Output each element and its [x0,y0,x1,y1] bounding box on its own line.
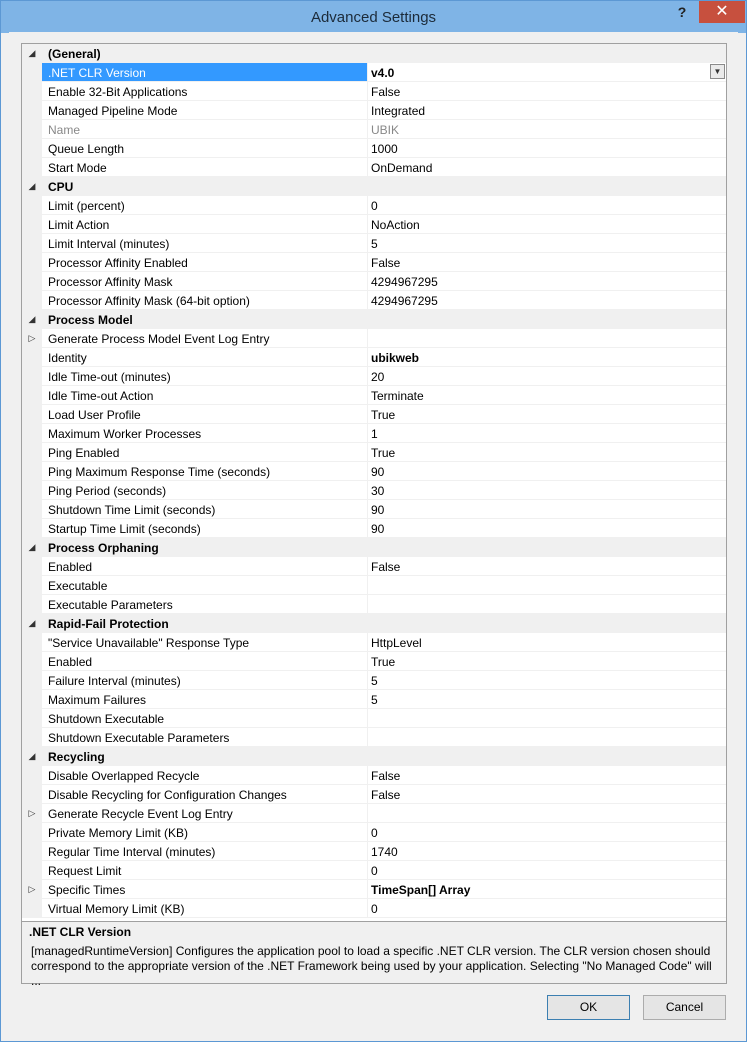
column-divider[interactable] [367,329,368,348]
property-name: Ping Enabled [48,446,120,460]
property-row[interactable] [22,709,726,728]
dialog-title: Advanced Settings [310,9,437,26]
column-divider[interactable] [367,709,368,728]
description-panel [21,921,727,988]
column-divider[interactable] [367,63,368,82]
property-name: Enabled [48,655,93,669]
property-value[interactable]: 0 [371,199,378,213]
property-name: Enabled [48,560,93,574]
property-row[interactable] [22,557,726,576]
column-divider[interactable] [367,633,368,652]
property-value[interactable]: False [371,256,401,270]
row-margin [22,367,42,386]
property-row[interactable] [22,158,726,177]
property-name: Disable Recycling for Configuration Changes [48,788,287,802]
collapse-arrow-icon[interactable]: ◢ [28,48,36,58]
category-row[interactable] [22,44,726,63]
property-row[interactable] [22,671,726,690]
property-name: Identity [48,351,87,365]
property-value[interactable]: ubikweb [371,351,420,365]
property-name: Virtual Memory Limit (KB) [48,902,185,916]
column-divider[interactable] [367,652,368,671]
column-divider[interactable] [367,215,368,234]
column-divider[interactable] [367,139,368,158]
row-margin [22,576,42,595]
category-label: CPU [48,180,74,194]
description-text: [managedRuntimeVersion] Configures the application pool to load a specific .NET CLR version. The CLR version chosen should correspond to the appropriate version of the .NET Framework being used by your application. Selecting "No Managed Code" will ... [31,944,712,988]
property-grid[interactable] [21,43,727,950]
property-name: Generate Recycle Event Log Entry [48,807,233,821]
column-divider[interactable] [367,576,368,595]
category-label: (General) [48,47,101,61]
column-divider[interactable] [367,690,368,709]
property-name: Specific Times [48,883,126,897]
property-name: Limit Action [48,218,110,232]
row-margin [22,728,42,747]
property-name: Shutdown Executable Parameters [48,731,230,745]
column-divider[interactable] [367,823,368,842]
property-name: Executable [48,579,108,593]
property-name: Queue Length [48,142,125,156]
category-label: Recycling [48,750,105,764]
row-margin [22,215,42,234]
row-margin [22,120,42,139]
property-name: Enable 32-Bit Applications [48,85,188,99]
property-value[interactable]: 0 [371,826,378,840]
cancel-button[interactable]: Cancel [643,995,726,1020]
property-row[interactable] [22,652,726,671]
property-row[interactable] [22,63,726,82]
property-value[interactable]: 4294967295 [371,275,438,289]
row-margin [22,462,42,481]
column-divider[interactable] [367,842,368,861]
property-name: Idle Time-out (minutes) [48,370,171,384]
property-name: Disable Overlapped Recycle [48,769,200,783]
row-margin [22,823,42,842]
row-margin [22,557,42,576]
category-row[interactable] [22,177,726,196]
property-value[interactable]: NoAction [371,218,420,232]
collapse-arrow-icon[interactable]: ◢ [28,618,36,628]
property-row[interactable] [22,899,726,918]
property-row[interactable] [22,804,726,823]
row-margin [22,291,42,310]
row-margin [22,253,42,272]
property-row[interactable] [22,139,726,158]
column-divider[interactable] [367,348,368,367]
property-value[interactable]: TimeSpan[] Array [371,883,471,897]
row-margin [22,82,42,101]
property-name: Limit Interval (minutes) [48,237,170,251]
column-divider[interactable] [367,861,368,880]
column-divider[interactable] [367,899,368,918]
column-divider[interactable] [367,272,368,291]
property-value[interactable]: False [371,560,401,574]
property-row[interactable] [22,880,726,899]
property-name: Load User Profile [48,408,141,422]
title-bar[interactable] [1,1,746,33]
dropdown-arrow-icon[interactable]: ▼ [710,64,725,79]
expand-arrow-icon[interactable]: ▷ [28,333,36,343]
property-name: Limit (percent) [48,199,125,213]
row-margin [22,595,42,614]
property-name: Managed Pipeline Mode [48,104,178,118]
expand-arrow-icon[interactable]: ▷ [28,884,36,894]
property-name: Maximum Failures [48,693,147,707]
property-name: Startup Time Limit (seconds) [48,522,201,536]
property-row[interactable] [22,291,726,310]
property-row[interactable] [22,842,726,861]
property-name: Start Mode [48,161,107,175]
row-margin [22,690,42,709]
property-name: Name [48,123,81,137]
property-row[interactable] [22,861,726,880]
column-divider[interactable] [367,766,368,785]
property-value[interactable]: 20 [371,370,385,384]
collapse-arrow-icon[interactable]: ◢ [28,314,36,324]
row-margin [22,63,42,82]
property-row[interactable] [22,481,726,500]
column-divider[interactable] [367,234,368,253]
column-divider[interactable] [367,405,368,424]
property-value[interactable]: True [371,446,396,460]
property-value[interactable]: 90 [371,522,385,536]
property-row[interactable] [22,196,726,215]
column-divider[interactable] [367,101,368,120]
property-value[interactable]: 30 [371,484,385,498]
property-row[interactable] [22,443,726,462]
property-row[interactable] [22,348,726,367]
property-row[interactable] [22,424,726,443]
property-row[interactable] [22,253,726,272]
property-value[interactable]: True [371,655,396,669]
category-row[interactable] [22,538,726,557]
property-value[interactable]: UBIK [371,123,400,137]
column-divider[interactable] [367,443,368,462]
category-label: Process Orphaning [48,541,159,555]
row-margin [22,785,42,804]
column-divider[interactable] [367,196,368,215]
property-value[interactable]: False [371,788,401,802]
property-value[interactable]: 1000 [371,142,398,156]
category-label: Process Model [48,313,133,327]
column-divider[interactable] [367,671,368,690]
property-row[interactable] [22,519,726,538]
property-row[interactable] [22,633,726,652]
row-margin [22,101,42,120]
row-margin [22,481,42,500]
column-divider[interactable] [367,880,368,899]
property-name: Ping Maximum Response Time (seconds) [48,465,271,479]
row-margin [22,196,42,215]
column-divider[interactable] [367,804,368,823]
row-margin [22,405,42,424]
row-margin [22,766,42,785]
property-value[interactable]: 5 [371,693,378,707]
property-row[interactable] [22,386,726,405]
property-row[interactable] [22,785,726,804]
row-margin [22,386,42,405]
property-name: Shutdown Time Limit (seconds) [48,503,216,517]
collapse-arrow-icon[interactable]: ◢ [28,181,36,191]
row-margin [22,842,42,861]
row-margin [22,519,42,538]
column-divider[interactable] [367,120,368,139]
property-value[interactable]: Integrated [371,104,426,118]
row-margin [22,443,42,462]
collapse-arrow-icon[interactable]: ◢ [28,751,36,761]
property-name: .NET CLR Version [48,66,146,80]
property-name: Maximum Worker Processes [48,427,202,441]
property-value[interactable]: 5 [371,237,378,251]
row-margin [22,139,42,158]
property-row[interactable] [22,234,726,253]
property-value[interactable]: 1 [371,427,378,441]
property-row[interactable] [22,823,726,842]
property-value[interactable]: False [371,85,401,99]
row-margin [22,500,42,519]
property-name: Shutdown Executable [48,712,165,726]
property-value[interactable]: Terminate [371,389,424,403]
property-row[interactable] [22,500,726,519]
column-divider[interactable] [367,481,368,500]
row-divider [42,917,726,918]
column-divider[interactable] [367,728,368,747]
column-divider[interactable] [367,500,368,519]
help-button[interactable]: ? [677,4,687,20]
property-value[interactable]: 4294967295 [371,294,438,308]
category-label: Rapid-Fail Protection [48,617,169,631]
expand-arrow-icon[interactable]: ▷ [28,808,36,818]
property-name: Processor Affinity Mask (64-bit option) [48,294,250,308]
column-divider[interactable] [367,291,368,310]
column-divider[interactable] [367,82,368,101]
property-value[interactable]: True [371,408,396,422]
column-divider[interactable] [367,519,368,538]
column-divider[interactable] [367,158,368,177]
column-divider[interactable] [367,253,368,272]
column-divider[interactable] [367,424,368,443]
property-row[interactable] [22,329,726,348]
property-row[interactable] [22,766,726,785]
property-value[interactable]: 90 [371,465,385,479]
property-value[interactable]: 1740 [371,845,398,859]
row-margin [22,709,42,728]
column-divider[interactable] [367,367,368,386]
column-divider[interactable] [367,557,368,576]
row-margin [22,671,42,690]
row-margin [22,424,42,443]
column-divider[interactable] [367,785,368,804]
property-value[interactable]: v4.0 [371,66,395,80]
property-row[interactable] [22,82,726,101]
row-margin [22,158,42,177]
property-value[interactable]: HttpLevel [371,636,422,650]
property-row[interactable] [22,215,726,234]
property-name: Idle Time-out Action [48,389,154,403]
category-row[interactable] [22,614,726,633]
property-row[interactable] [22,728,726,747]
property-name: Processor Affinity Enabled [48,256,188,270]
row-margin [22,633,42,652]
category-row[interactable] [22,310,726,329]
row-margin [22,899,42,918]
column-divider[interactable] [367,386,368,405]
property-value[interactable]: 5 [371,674,378,688]
dialog-client-area [9,32,738,1035]
property-name: Request Limit [48,864,122,878]
property-name: Executable Parameters [48,598,173,612]
property-row[interactable] [22,272,726,291]
property-name: Regular Time Interval (minutes) [48,845,216,859]
property-value[interactable]: False [371,769,401,783]
ok-button[interactable]: OK [547,995,630,1020]
property-name: Generate Process Model Event Log Entry [48,332,270,346]
category-row[interactable] [22,747,726,766]
row-margin [22,861,42,880]
property-name: Failure Interval (minutes) [48,674,181,688]
column-divider[interactable] [367,595,368,614]
property-row[interactable] [22,367,726,386]
property-row[interactable] [22,595,726,614]
collapse-arrow-icon[interactable]: ◢ [28,542,36,552]
property-value[interactable]: 0 [371,864,378,878]
property-row[interactable] [22,405,726,424]
property-name: "Service Unavailable" Response Type [48,636,250,650]
property-value[interactable]: 90 [371,503,385,517]
property-row[interactable] [22,462,726,481]
row-margin [22,272,42,291]
row-margin [22,348,42,367]
property-name: Ping Period (seconds) [48,484,167,498]
property-row[interactable] [22,101,726,120]
property-name: Processor Affinity Mask [48,275,173,289]
property-name: Private Memory Limit (KB) [48,826,189,840]
property-row[interactable] [22,120,726,139]
row-margin [22,652,42,671]
property-value[interactable]: OnDemand [371,161,433,175]
description-title: .NET CLR Version [29,925,132,939]
property-row[interactable] [22,690,726,709]
close-button[interactable]: ✕ [699,1,745,23]
property-value[interactable]: 0 [371,902,378,916]
property-row[interactable] [22,576,726,595]
column-divider[interactable] [367,462,368,481]
row-margin [22,234,42,253]
